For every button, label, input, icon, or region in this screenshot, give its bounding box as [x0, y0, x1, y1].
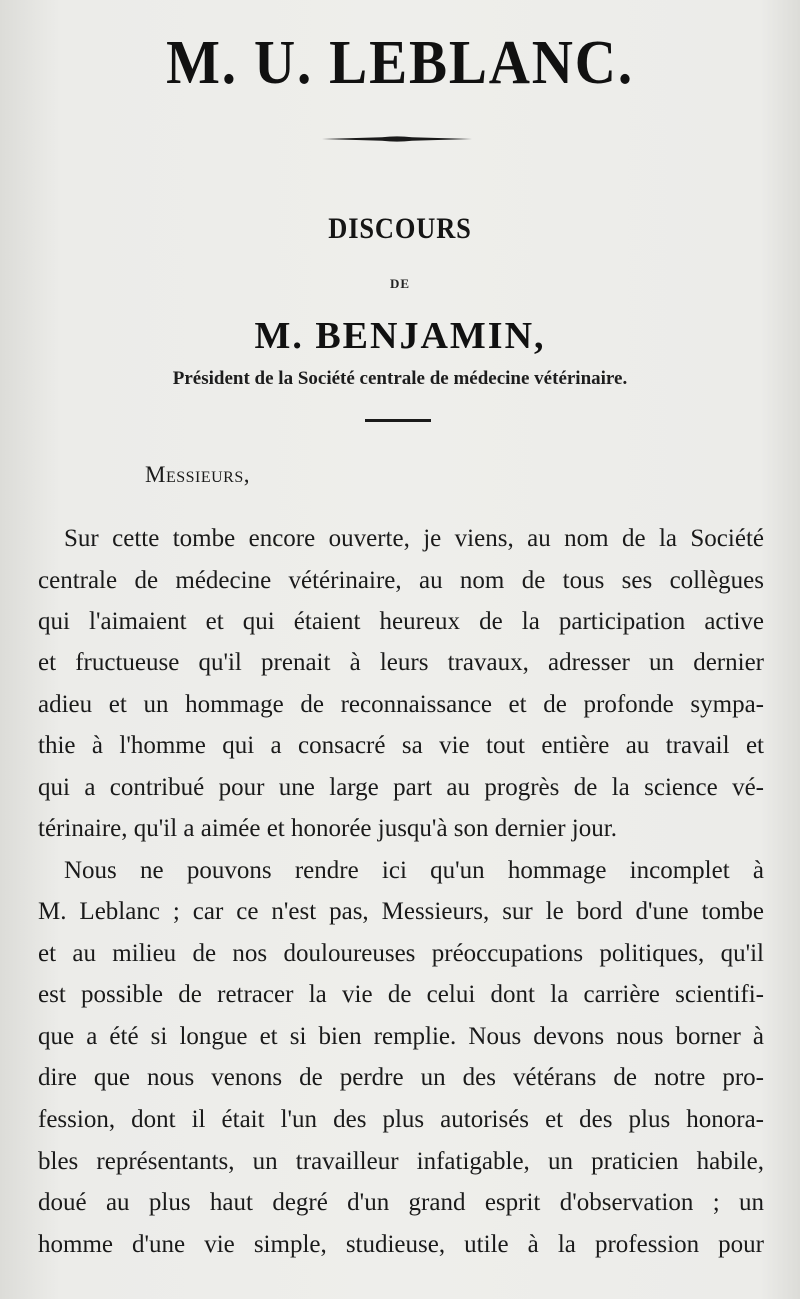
paragraph-line: et fructueuse qu'il prenait à leurs travaux, adresser un dernier	[38, 649, 764, 676]
salutation: Messieurs,	[145, 462, 250, 487]
paragraph-line: Nous ne pouvons rendre ici qu'un hommage incomplet à	[64, 857, 764, 884]
paragraph-line: dire que nous venons de perdre un des vétérans de notre pro-	[38, 1064, 764, 1091]
paragraph-line: térinaire, qu'il a aimée et honorée jusqu'à son dernier jour.	[38, 815, 617, 842]
paragraph-line: qui l'aimaient et qui étaient heureux de la participation active	[38, 608, 764, 635]
paragraph-line: adieu et un hommage de reconnaissance et de profonde sympa-	[38, 691, 764, 718]
paragraph-line: qui a contribué pour une large part au progrès de la science vé-	[38, 774, 764, 801]
paragraph-line: fession, dont il était l'un des plus autorisés et des plus honora-	[38, 1106, 764, 1133]
paragraph-line: homme d'une vie simple, studieuse, utile à la profession pour	[38, 1231, 764, 1258]
paragraph-line: et au milieu de nos douloureuses préoccupations politiques, qu'il	[38, 940, 764, 967]
ornament-divider	[322, 134, 472, 144]
speaker-affiliation: Président de la Société centrale de médecine vétérinaire.	[172, 368, 628, 389]
paragraph-line: bles représentants, un travailleur infatigable, un praticien habile,	[38, 1148, 764, 1175]
paragraph-line: est possible de retracer la vie de celui dont la carrière scientifi-	[38, 981, 764, 1008]
paragraph-line: doué au plus haut degré d'un grand esprit d'observation ; un	[38, 1189, 764, 1216]
short-rule-divider	[365, 419, 431, 422]
speaker-name: M. BENJAMIN,	[254, 315, 546, 357]
paragraph-line: que a été si longue et si bien remplie. Nous devons nous borner à	[38, 1023, 764, 1050]
section-title: DISCOURS	[328, 212, 472, 245]
connector-de: DE	[389, 276, 411, 291]
main-title: M. U. LEBLANC.	[166, 29, 634, 97]
paragraph-line: centrale de médecine vétérinaire, au nom de tous ses collègues	[38, 567, 764, 594]
paragraph-line: thie à l'homme qui a consacré sa vie tout entière au travail et	[38, 732, 764, 759]
paragraph-line: Sur cette tombe encore ouverte, je viens, au nom de la Société	[64, 525, 764, 552]
paragraph-line: M. Leblanc ; car ce n'est pas, Messieurs, sur le bord d'une tombe	[38, 898, 764, 925]
